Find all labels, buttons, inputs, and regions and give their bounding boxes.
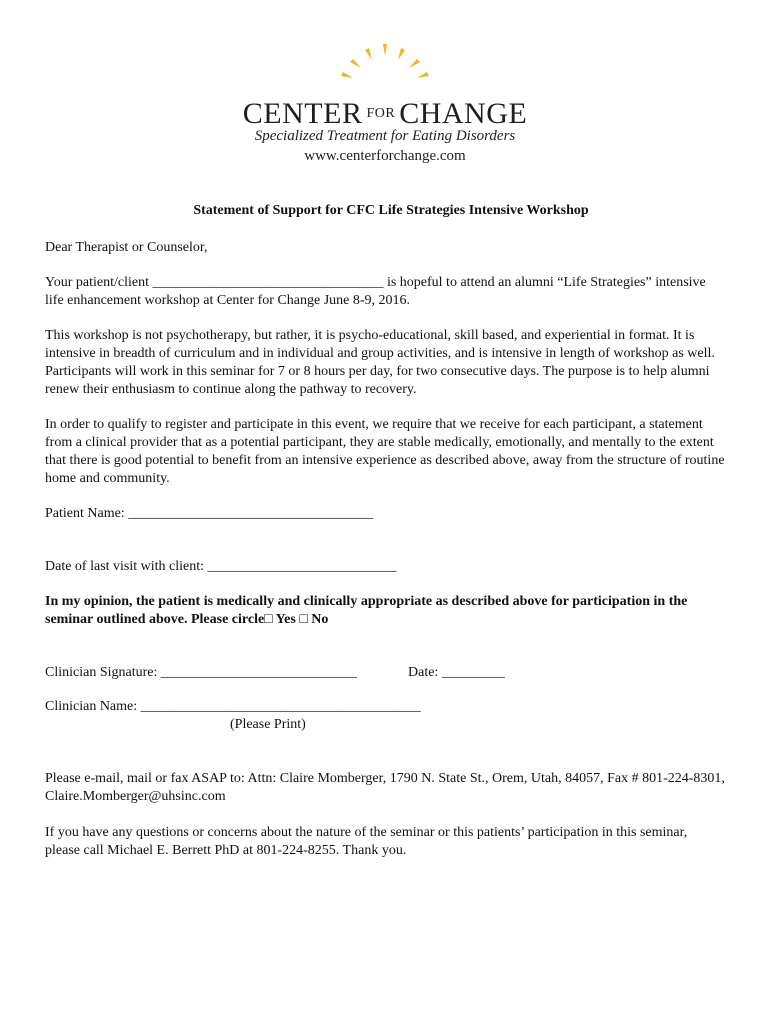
salutation: Dear Therapist or Counselor, xyxy=(45,240,208,255)
paragraph-intro: Your patient/client _________________________________ is hopeful to attend an alumni “Life Strategies” intensive life enhancement workshop at Center for Change June 8-9, 2016. xyxy=(45,275,706,308)
last-visit-field[interactable]: Date of last visit with client: ___________________________ xyxy=(45,559,397,574)
brand-change: CHANGE xyxy=(399,97,528,130)
brand-center: CENTER xyxy=(242,97,363,130)
clinician-name-field[interactable]: Clinician Name: ________________________________________ xyxy=(45,699,421,714)
brand-name xyxy=(0,97,770,131)
sun-rays-icon xyxy=(335,42,435,92)
brand-website: www.centerforchange.com xyxy=(304,148,466,164)
paragraph-workshop: This workshop is not psychotherapy, but rather, it is psycho-educational, skill based, and experiential in format. It is intensive in breadth of curriculum and in individual and group activities, and is intensive in length of workshop as well. Participants will work in this seminar for 7 or 8 hours per day, for two consecutive days. The purpose is to help alumni renew their enthusiasm to continue along the pathway to recovery. xyxy=(45,328,715,397)
paragraph-requirements: In order to qualify to register and participate in this event, we require that we receive for each participant, a statement from a clinical provider that as a potential participant, they are stable medically, emotionally, and mentally to the extent that there is good potential to benefit from an intensive experience as described above, away from the structure of routine home and community. xyxy=(45,417,725,486)
questions-info: If you have any questions or concerns about the nature of the seminar or this patients’ participation in this seminar, please call Michael E. Berrett PhD at 801-224-8255. Thank you. xyxy=(45,825,688,858)
center-for-change-logo xyxy=(0,0,770,180)
please-print-note: (Please Print) xyxy=(230,717,306,732)
clinician-signature-field[interactable]: Clinician Signature: ____________________________ xyxy=(45,665,357,680)
contact-info: Please e-mail, mail or fax ASAP to: Attn: Claire Momberger, 1790 N. State St., Orem, Utah, 84057, Fax # 801-224-8301, Claire.Momberger@uhsinc.com xyxy=(45,771,725,804)
brand-tagline: Specialized Treatment for Eating Disorders xyxy=(254,128,516,144)
date-field[interactable]: Date: _________ xyxy=(408,665,505,680)
brand-for: FOR xyxy=(366,106,396,121)
letter-body xyxy=(45,202,725,860)
signature-row xyxy=(45,664,725,682)
document-title: Statement of Support for CFC Life Strategies Intensive Workshop xyxy=(193,203,589,218)
opinion-statement: In my opinion, the patient is medically and clinically appropriate as described above for participation in the seminar outlined above. Please circle□ Yes □ No xyxy=(45,594,688,627)
patient-name-field[interactable]: Patient Name: ___________________________________ xyxy=(45,506,374,521)
